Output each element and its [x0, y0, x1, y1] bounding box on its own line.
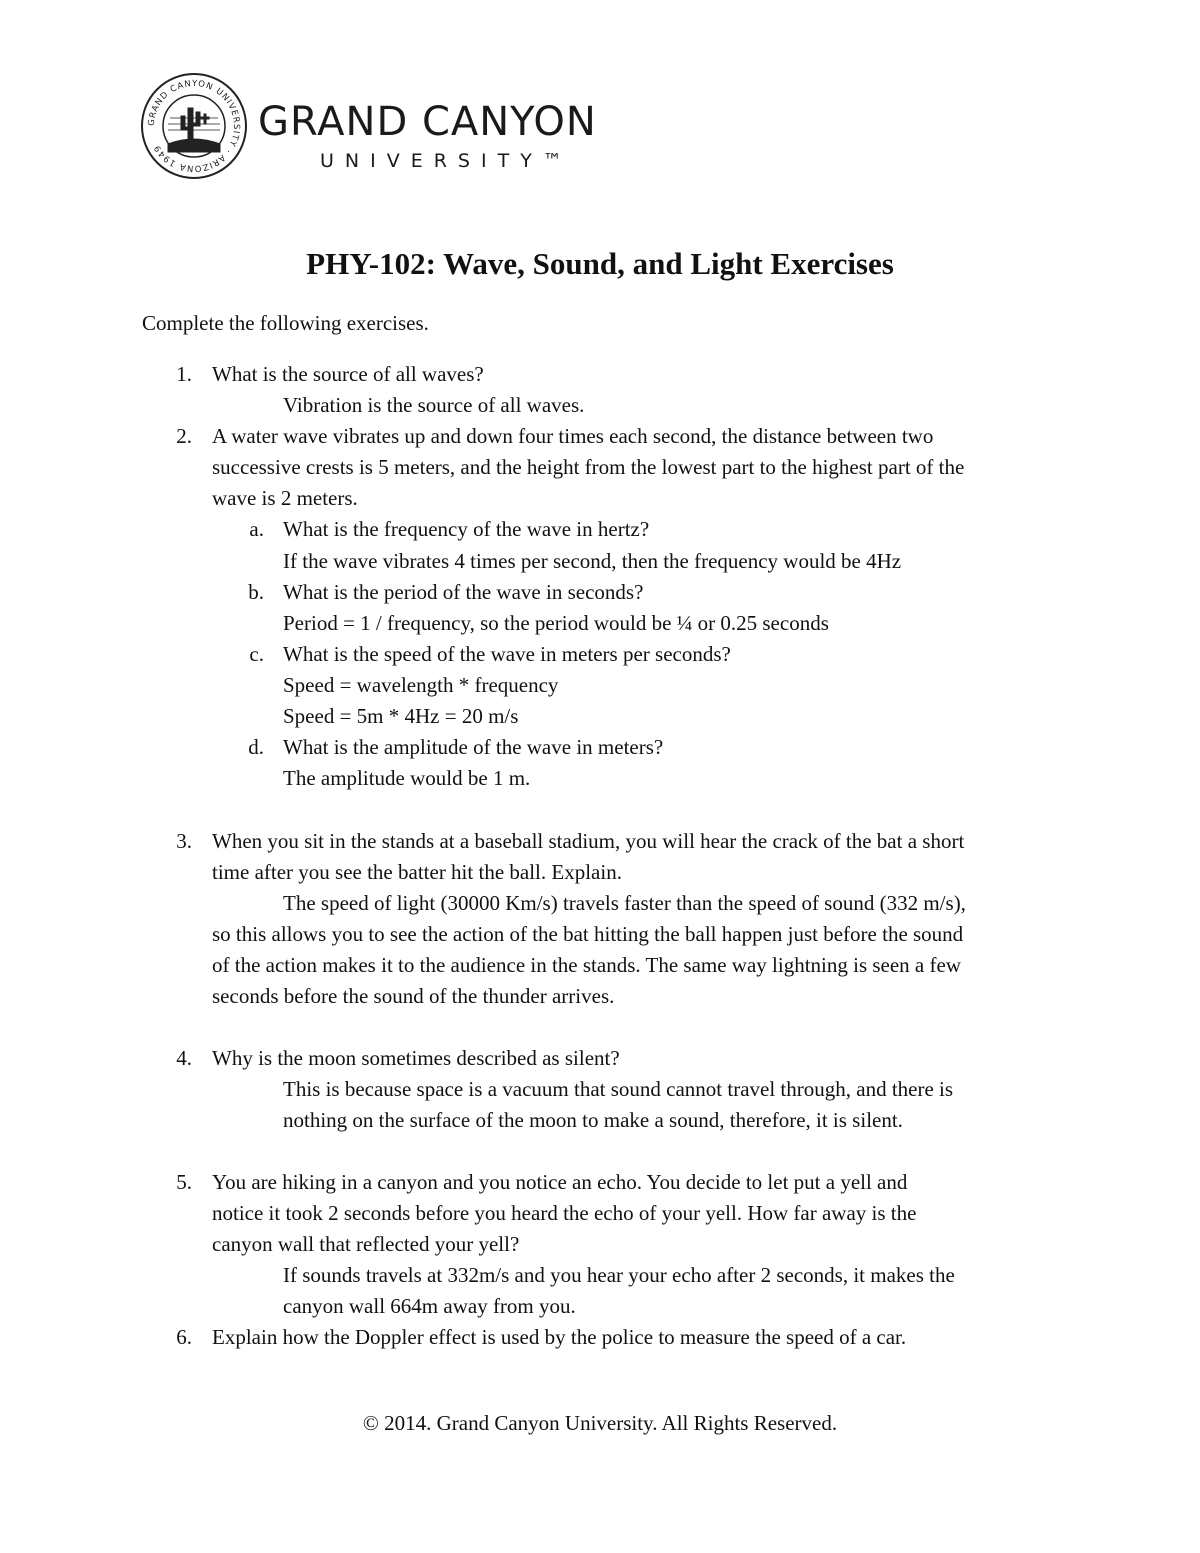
answer-text: If sounds travels at 332m/s and you hear your echo after 2 seconds, it makes the [283, 1263, 955, 1287]
question-text: Explain how the Doppler effect is used by the police to measure the speed of a car. [212, 1325, 907, 1349]
brand-subtitle: UNIVERSITY™ [320, 150, 573, 172]
answer-text: nothing on the surface of the moon to make a sound, therefore, it is silent. [283, 1108, 903, 1132]
answer-text: seconds before the sound of the thunder arrives. [212, 984, 615, 1008]
intro-text: Complete the following exercises. [142, 311, 429, 335]
question-text: successive crests is 5 meters, and the height from the lowest part to the highest part of the [212, 455, 965, 479]
page-title: PHY-102: Wave, Sound, and Light Exercises [306, 246, 894, 281]
question-number: 4. [176, 1046, 192, 1070]
subquestion-text: What is the frequency of the wave in hertz? [283, 517, 650, 541]
answer-text: If the wave vibrates 4 times per second, then the frequency would be 4Hz [283, 549, 902, 573]
answer-text: The amplitude would be 1 m. [283, 766, 531, 790]
answer-text: Vibration is the source of all waves. [283, 393, 585, 417]
question-text: time after you see the batter hit the ball. Explain. [212, 860, 622, 884]
question-text: canyon wall that reflected your yell? [212, 1232, 520, 1256]
answer-text: Speed = wavelength * frequency [283, 673, 559, 697]
subquestion-text: What is the speed of the wave in meters per seconds? [283, 642, 731, 666]
brand-name: GRAND CANYON [258, 99, 597, 145]
question-number: 6. [176, 1325, 192, 1349]
subquestion-letter: d. [248, 735, 264, 759]
question-number: 3. [176, 829, 192, 853]
subquestion-text: What is the period of the wave in seconds? [283, 580, 644, 604]
question-number: 5. [176, 1170, 192, 1194]
answer-text: This is because space is a vacuum that sound cannot travel through, and there is [283, 1077, 954, 1101]
question-text: Why is the moon sometimes described as silent? [212, 1046, 620, 1070]
question-number: 2. [176, 424, 192, 448]
answer-text: canyon wall 664m away from you. [283, 1294, 576, 1318]
answer-text: Speed = 5m * 4Hz = 20 m/s [283, 704, 519, 728]
subquestion-letter: b. [248, 580, 264, 604]
university-logo [140, 72, 620, 182]
question-text: notice it took 2 seconds before you heard the echo of your yell. How far away is the [212, 1201, 917, 1225]
copyright-footer: © 2014. Grand Canyon University. All Rights Reserved. [362, 1411, 838, 1435]
seal-text: GRAND CANYON UNIVERSITY · ARIZONA 1949 [146, 78, 242, 174]
subquestion-letter: c. [249, 642, 264, 666]
question-text: You are hiking in a canyon and you notice an echo. You decide to let put a yell and [212, 1170, 908, 1194]
answer-text: The speed of light (30000 Km/s) travels faster than the speed of sound (332 m/s), [283, 891, 966, 915]
subquestion-text: What is the amplitude of the wave in meters? [283, 735, 664, 759]
answer-text: so this allows you to see the action of the bat hitting the ball happen just before the sound [212, 922, 964, 946]
question-text: What is the source of all waves? [212, 362, 484, 386]
answer-text: of the action makes it to the audience in the stands. The same way lightning is seen a few [212, 953, 961, 977]
answer-text: Period = 1 / frequency, so the period would be ¼ or 0.25 seconds [283, 611, 829, 635]
question-number: 1. [176, 362, 192, 386]
question-text: A water wave vibrates up and down four times each second, the distance between two [212, 424, 934, 448]
subquestion-letter: a. [249, 517, 264, 541]
question-text: When you sit in the stands at a baseball stadium, you will hear the crack of the bat a short [212, 829, 965, 853]
university-seal-icon [140, 72, 248, 180]
question-text: wave is 2 meters. [212, 486, 358, 510]
